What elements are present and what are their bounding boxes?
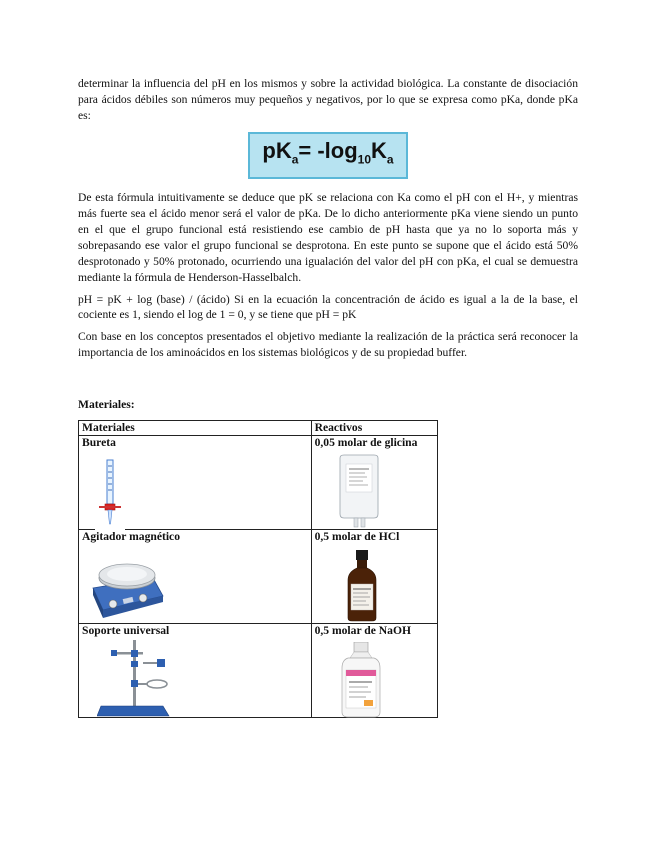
material-label: Bureta xyxy=(82,436,116,450)
cell-material xyxy=(79,436,312,530)
naoh-bottle-icon xyxy=(338,642,384,718)
materials-heading: Materiales: xyxy=(78,398,135,412)
cell-reagent xyxy=(311,530,437,624)
cell-material xyxy=(79,624,312,718)
formula-sub-a: a xyxy=(291,152,299,167)
document-page xyxy=(78,76,578,718)
magnetic-stirrer-icon xyxy=(87,548,167,620)
formula-container xyxy=(78,132,578,179)
formula-eq: = -log xyxy=(298,137,358,163)
hcl-bottle-icon xyxy=(344,550,380,622)
paragraph-explanation: De esta fórmula intuitivamente se deduce que pK se relaciona con Ka como el pH con el H+, y mientras más fuerte sea el ácido menor será el valor de pKa. De lo dicho anteriormente pKa viene siendo un punto en el que el grupo funcional está resistiendo ese cambio de pH hasta que ya no lo soporta más y sobrepasando ese valor el grupo funcional se desprotona. En este punto se supone que el ácido está 50% desprotonado y 50% protonado, ocurriendo una igualación del valor del pH con pKa, el cual se demuestra mediante la fórmula de Henderson-Hasselbalch. xyxy=(78,191,578,284)
formula-k: K xyxy=(371,137,387,163)
cell-reagent xyxy=(311,436,437,530)
formula-sub-a2: a xyxy=(386,152,394,167)
material-label: Soporte universal xyxy=(82,624,170,638)
materials-table xyxy=(78,420,438,718)
burette-icon xyxy=(95,458,125,530)
paragraph-equation: pH = pK + log (base) / (ácido) Si en la ecuación la concentración de ácido es igual a la de la base, el cociente es 1, siendo el log de 1 = 0, y se tiene que pH = pK xyxy=(78,292,578,322)
paragraph-objective: Con base en los conceptos presentados el objetivo mediante la realización de la práctica será reconocer la importancia de los aminoácidos en los sistemas biológicos y de su propiedad buffer. xyxy=(78,330,578,360)
universal-stand-icon xyxy=(97,640,177,718)
table-header-row xyxy=(79,421,438,436)
cell-reagent xyxy=(311,624,437,718)
table-row xyxy=(79,530,438,624)
iv-bag-icon xyxy=(334,454,384,530)
material-label: Agitador magnético xyxy=(82,530,180,544)
pka-formula xyxy=(248,132,407,179)
header-materials: Materiales xyxy=(79,421,312,436)
formula-sub-10: 10 xyxy=(357,152,372,167)
reagent-label: 0,5 molar de HCl xyxy=(314,530,400,544)
table-row xyxy=(79,624,438,718)
table-row xyxy=(79,436,438,530)
cell-material xyxy=(79,530,312,624)
reagent-label: 0,05 molar de glicina xyxy=(314,436,418,450)
paragraph-intro: determinar la influencia del pH en los mismos y sobre la actividad biológica. La constante de disociación para ácidos débiles son números muy pequeños y negativos, por lo que se expresa como pKa, donde pKa es: xyxy=(78,77,578,122)
header-reagents: Reactivos xyxy=(311,421,437,436)
reagent-label: 0,5 molar de NaOH xyxy=(314,624,411,638)
formula-pk: pK xyxy=(262,137,292,163)
